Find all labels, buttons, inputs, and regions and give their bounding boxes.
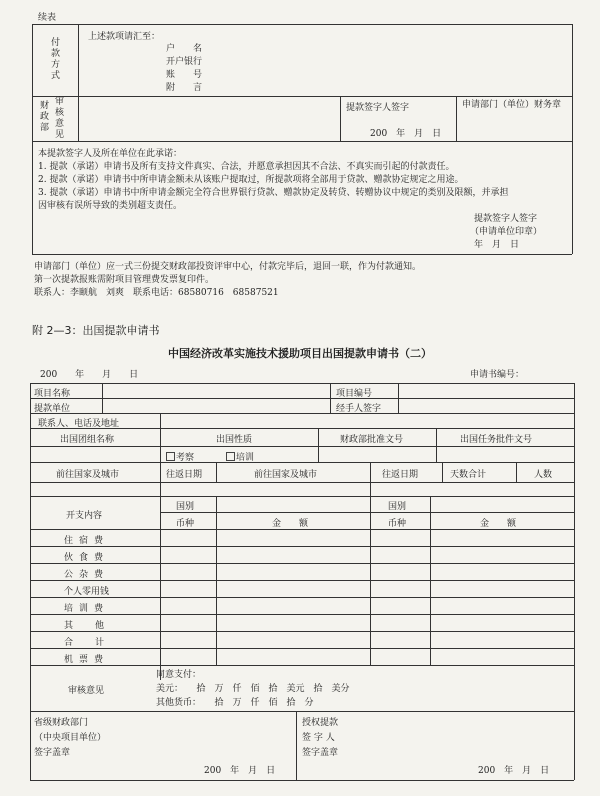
inspect-checkbox[interactable] [166,452,175,461]
sign-seal-left: 签字盖章 [34,748,71,758]
top-box-top [32,24,572,25]
nature-label: 出国性质 [216,435,253,445]
contact-label: 联系人、电话及地址 [38,419,120,429]
inspect-option-label: 考察 [176,453,195,463]
withdraw-unit-label: 提款单位 [34,404,71,414]
grid-h-17 [30,665,574,666]
bank-label: 开户银行 [166,57,203,67]
expense-airfare: 机票费 [64,655,110,665]
currency-label-2: 币种 [388,519,407,529]
destination-label: 前往国家及城市 [56,470,120,480]
commitment-item-2: 2. 提款（承诺）申请书中所申请金额未从该账户提取过，所提款项将全部用于贷款、赠款协定规定之用途。 [38,175,464,185]
grid-h-8 [160,512,574,513]
grid-h-7 [30,496,574,497]
grid-h-19 [30,780,574,781]
grid-h-15 [30,631,574,632]
date-left: 200 年 月 日 [204,766,276,776]
prov-finance-label: 省级财政部门 [34,718,89,728]
signer-label: 签 字 人 [302,733,335,743]
top-box-row2 [32,96,572,97]
finance-dept-label: 财政部 [39,101,49,133]
commitment-seal: （申请单位印章） [470,227,543,237]
top-box-label-divider [78,24,79,141]
appendix-heading: 附 2—3：出国提款申请书 [32,324,160,337]
approval-no-label: 财政部批准文号 [340,435,404,445]
currency-label: 币种 [176,519,195,529]
commitment-item-3: 3. 提款（承诺）申请书中所申请金额完全符合世界银行贷款、赠款协定及转贷、转赠协议中规定的类别及限额，并承担 [38,188,509,198]
central-unit-label: （中央项目单位） [34,733,107,743]
commitment-signer: 提款签字人签字 [474,214,538,224]
account-name-label: 户 名 [166,44,203,54]
grid-v-amount1-right [370,482,371,665]
days-total-label: 天数合计 [450,470,487,480]
expense-lodging: 住宿费 [64,536,110,546]
top-box-bottom [32,254,572,255]
auth-withdraw-label: 授权提款 [302,718,339,728]
grid-h-18 [30,711,574,712]
date-right: 200 年 月 日 [478,766,550,776]
account-no-label: 账 号 [166,70,203,80]
usd-amount-line: 美元： 拾 万 仟 佰 拾 美元 拾 美分 [156,684,350,694]
group-name-label: 出国团组名称 [60,435,115,445]
commitment-item-3-cont: 因审核有误所导致的类别超支责任。 [38,201,183,211]
expense-pocket-money: 个人零用钱 [64,587,110,597]
grid-v-contact [160,413,161,428]
top-box-right [572,24,573,254]
payment-method-label: 付款方式 [50,38,60,81]
commitment-intro: 本提款签字人及所在单位在此承诺： [38,149,183,159]
grid-v-dest-d [516,462,517,482]
train-checkbox[interactable] [226,452,235,461]
commitment-date: 年 月 日 [474,240,520,250]
commitment-item-1: 1. 提款（承诺）申请书及所有支持文件真实、合法，并愿意承担因其不合法、不真实而引起的付款责任。 [38,162,455,172]
grid-v-currency1 [216,496,217,665]
persons-label: 人数 [534,470,553,480]
signer-sign-label: 提款签字人签字 [346,103,410,113]
grid-v-left [30,383,31,780]
grid-h-1 [30,398,574,399]
grid-v-dest-b [370,462,371,482]
dates-label: 往返日期 [166,470,203,480]
note-line-3: 联系人：李颐航 刘爽 联系电话：68580716 68587521 [34,288,279,298]
grid-v-approval-right [436,428,437,462]
grid-h-2 [30,413,574,414]
top-box-mid-divider [340,96,341,141]
form-title: 中国经济改革实施技术援助项目出国提款申请书（二） [168,347,432,360]
continued-label: 续表 [38,13,57,23]
grid-v-dest-c [442,462,443,482]
grid-v-right [574,383,575,780]
other-currency-line: 其他货币： 拾 万 仟 佰 拾 分 [156,698,314,708]
train-option[interactable] [226,450,254,463]
grid-v-row1-b [330,383,331,413]
country-label: 国别 [176,502,195,512]
handler-sign-label: 经手人签字 [336,404,382,414]
grid-v-nature-right [318,428,319,462]
expense-training: 培训费 [64,604,110,614]
grid-v-bottom-mid [296,711,297,780]
amount-label-2: 金 额 [480,519,517,529]
top-box-row3 [32,141,572,142]
note-line-2: 第一次提款报账需附项目管理费发票复印件。 [34,275,215,285]
grid-h-6 [30,482,574,483]
expense-meals: 伙食费 [64,553,110,563]
grid-h-0 [30,383,574,384]
expense-misc: 公杂费 [64,570,110,580]
destination-label-2: 前往国家及城市 [254,470,318,480]
sign-seal-right: 签字盖章 [302,748,339,758]
inspect-option[interactable] [166,450,194,463]
project-name-label: 项目名称 [34,389,71,399]
expense-content-label: 开支内容 [66,511,103,521]
grid-h-14 [30,614,574,615]
form-date: 200 年 月 日 [40,370,139,380]
finance-review-date: 200 年 月 日 [370,129,442,139]
grid-h-5 [30,462,574,463]
grid-v-main [160,428,161,680]
train-option-label: 培训 [236,453,255,463]
task-no-label: 出国任务批件文号 [460,435,533,445]
expense-total: 合计 [64,638,127,648]
top-box-left [32,24,33,254]
remit-intro: 上述款项请汇至： [88,32,161,42]
applicant-finance-seal: 申请部门（单位）财务章 [462,100,562,110]
grid-v-currency2 [430,496,431,665]
grid-h-10 [30,546,574,547]
grid-v-row1-c [398,383,399,413]
review-label: 审核意见 [68,686,105,696]
application-number-label: 申请书编号： [470,370,525,380]
grid-h-13 [30,597,574,598]
country-label-2: 国别 [388,502,407,512]
memo-label: 附 言 [166,83,203,93]
grid-h-16 [30,648,574,649]
grid-h-11 [30,563,574,564]
expense-other: 其他 [64,621,127,631]
project-no-label: 项目编号 [336,389,373,399]
note-line-1: 申请部门（单位）应一式三份提交财政部投资评审中心，付款完毕后，退回一联，作为付款通知。 [34,262,422,272]
grid-h-12 [30,580,574,581]
grid-v-dest-a [216,462,217,482]
grid-h-4 [30,446,574,447]
review-opinion-label: 审核意见 [54,97,64,140]
grid-v-row1-a [102,383,103,413]
agree-pay-label: 同意支付： [156,670,202,680]
top-box-right-divider [456,96,457,141]
dates-label-2: 往返日期 [382,470,419,480]
grid-h-9 [30,529,574,530]
amount-label: 金 额 [272,519,309,529]
